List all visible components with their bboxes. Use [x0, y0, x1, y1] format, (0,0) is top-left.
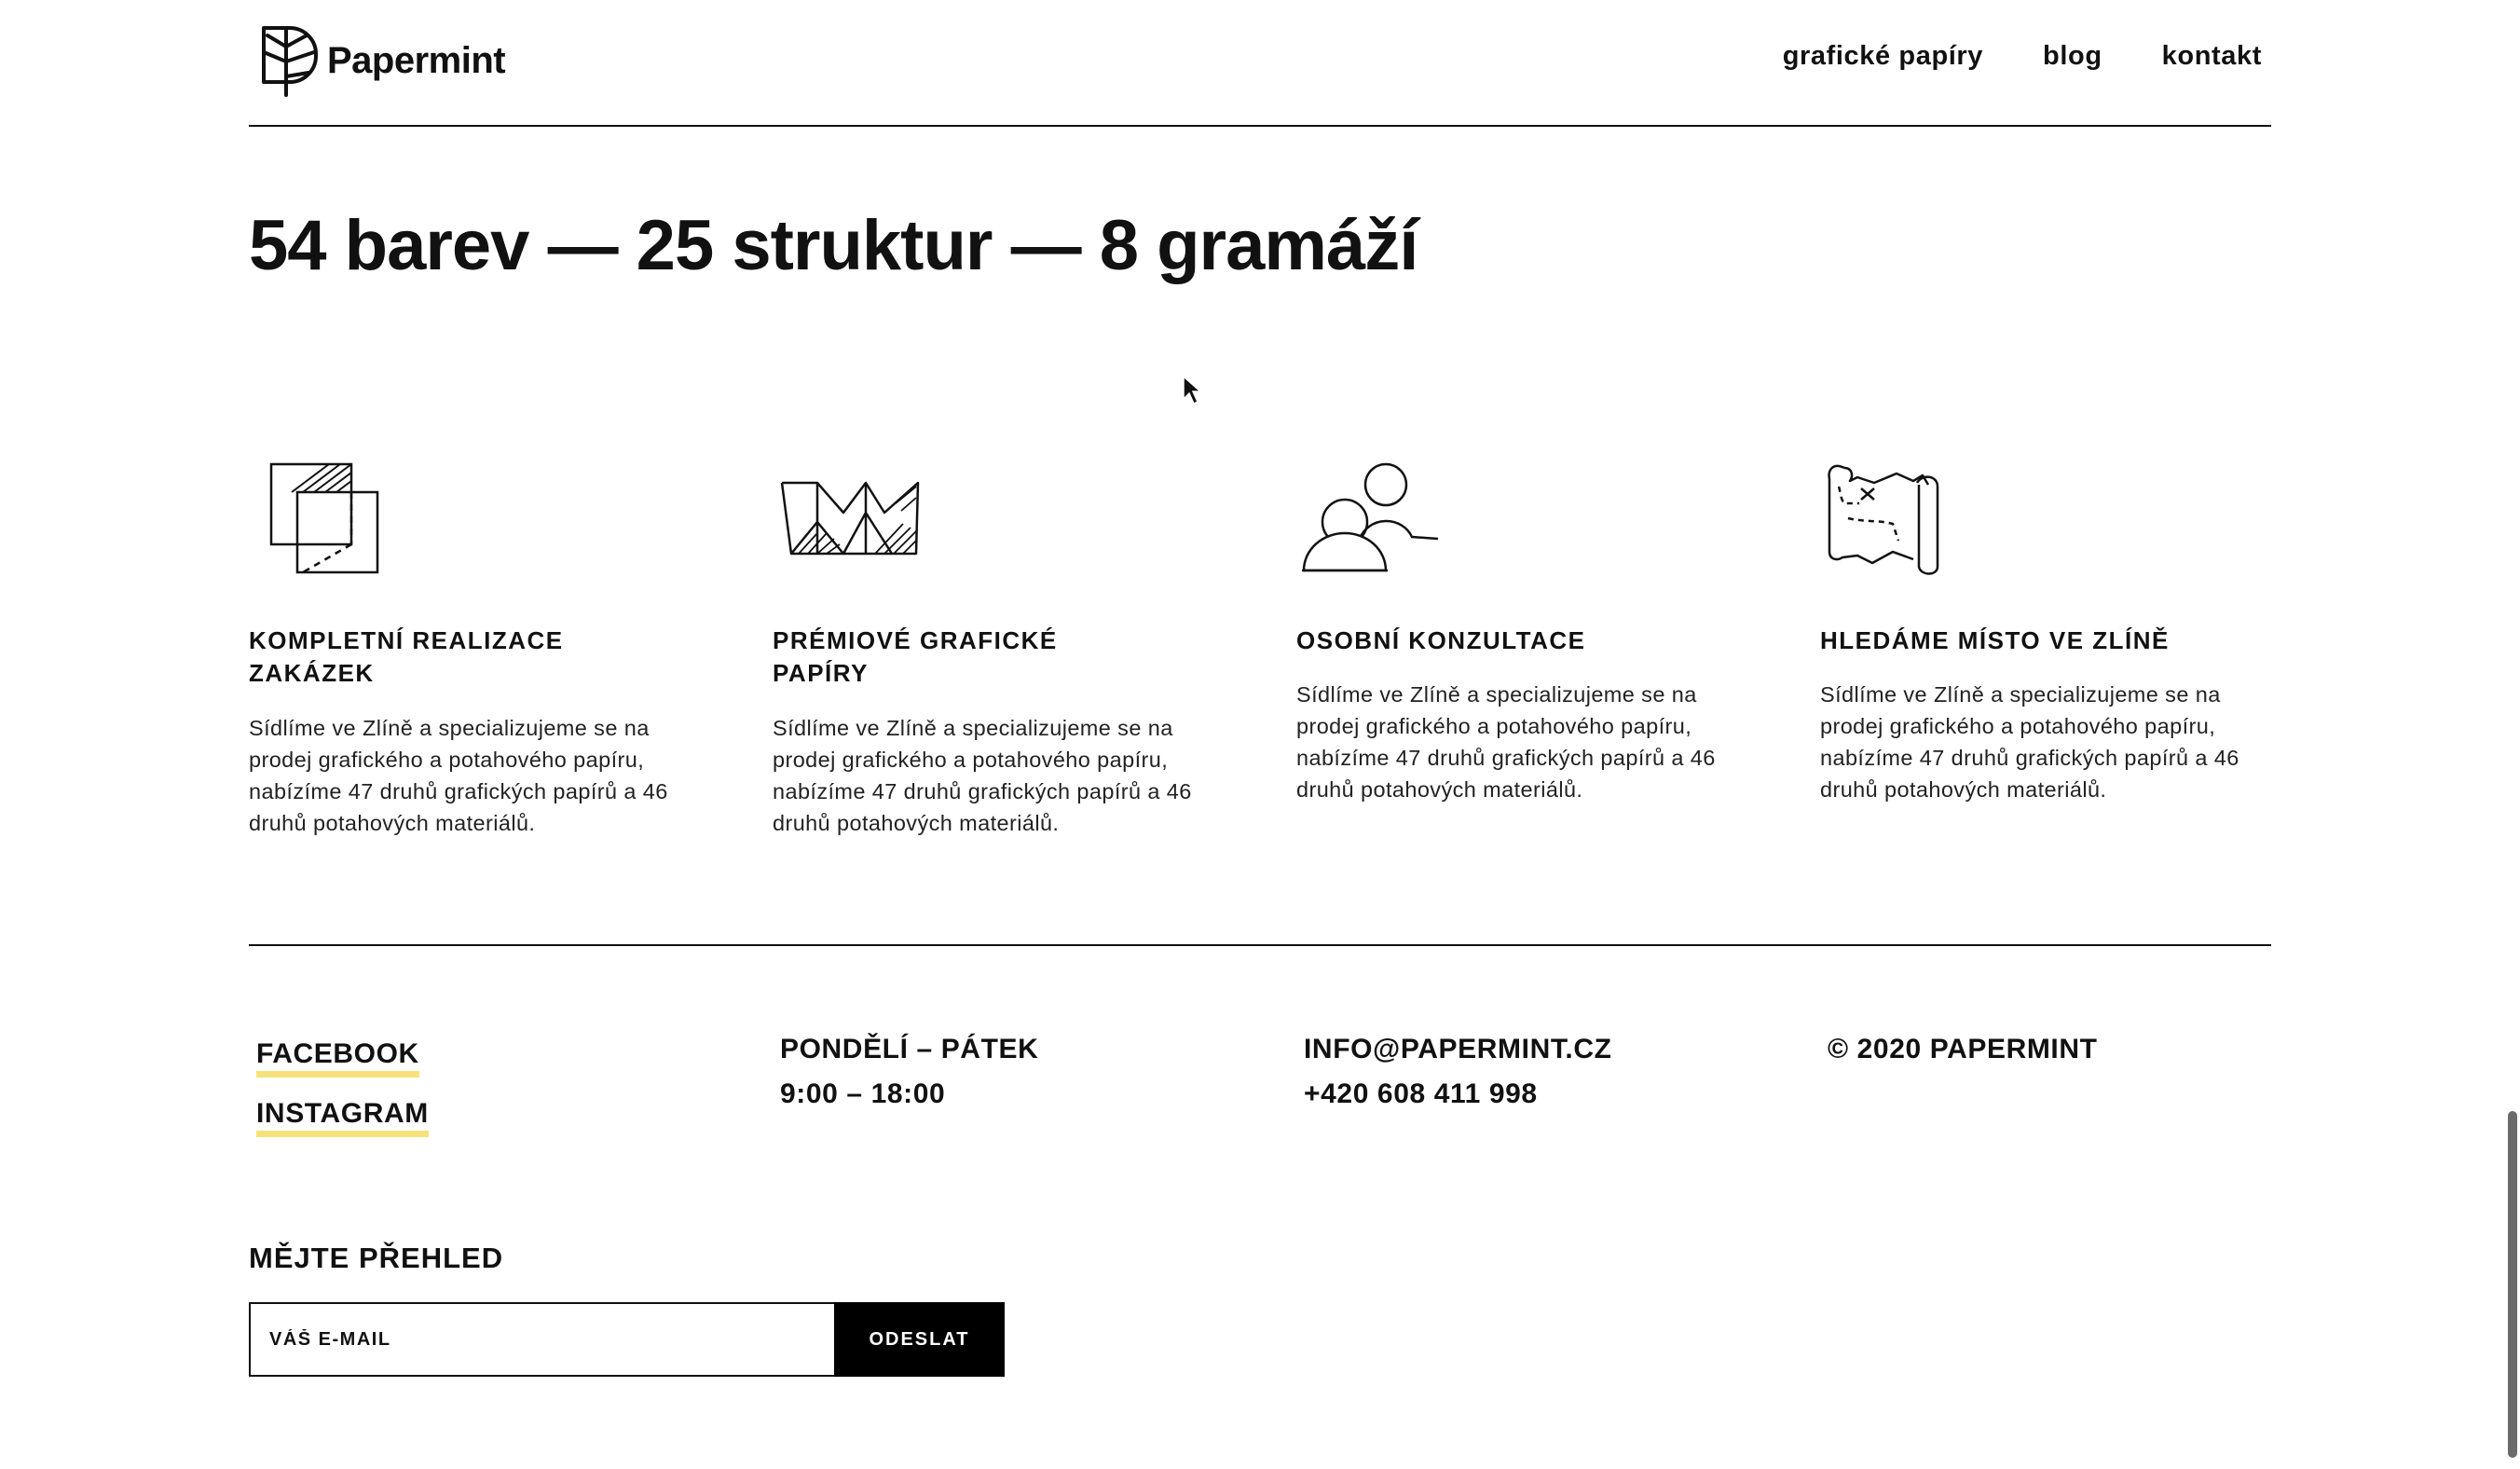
feature-title: [1820, 625, 2193, 657]
opening-hours: [780, 1027, 1038, 1117]
copyright-block: [1828, 1027, 2098, 1072]
treasure-map-icon: [1820, 455, 1951, 578]
instagram-link[interactable]: INSTAGRAM: [256, 1098, 429, 1137]
logo-text: Papermint: [327, 39, 506, 81]
mouse-cursor-icon: [1182, 375, 1204, 406]
nav-link-graficke-papiry[interactable]: grafické papíry: [1782, 41, 1984, 71]
feature-title-line: KOMPLETNÍ REALIZACE: [249, 626, 564, 654]
papers-icon: [249, 455, 379, 578]
site-header: [249, 0, 2271, 127]
feature-title-line: ZAKÁZEK: [249, 659, 375, 687]
opening-days: PONDĚLÍ – PÁTEK: [780, 1034, 1039, 1064]
feature-title-line: PAPÍRY: [773, 659, 869, 687]
feature-premiove-papiry: [773, 455, 1220, 835]
feature-hledame-misto: [1820, 455, 2267, 802]
feature-text: Sídlíme ve Zlíně a specializujeme se na prodej grafického a potahového papíru, nabízíme 47 druhů grafických papírů a 46 druhů potahových materiálů.: [1296, 682, 1716, 802]
feature-osobni-konzultace: [1296, 455, 1744, 802]
contact-info: [1304, 1027, 1612, 1117]
nav-link-blog[interactable]: blog: [2043, 41, 2102, 71]
feature-title: [773, 625, 1145, 690]
feature-title-line: PRÉMIOVÉ GRAFICKÉ: [773, 626, 1058, 654]
feature-text: Sídlíme ve Zlíně a specializujeme se na prodej grafického a potahového papíru, nabízíme 47 druhů grafických papírů a 46 druhů potahových materiálů.: [773, 716, 1192, 835]
feature-title: [1296, 625, 1669, 657]
newsletter-form: [249, 1302, 1005, 1377]
crown-icon: [773, 455, 922, 578]
scrollbar-thumb[interactable]: [2508, 1111, 2517, 1458]
feature-title-line: OSOBNÍ KONZULTACE: [1296, 626, 1586, 654]
page-headline: 54 barev — 25 struktur — 8 gramáží: [249, 206, 1418, 285]
feature-text: Sídlíme ve Zlíně a specializujeme se na prodej grafického a potahového papíru, nabízíme 47 druhů grafických papírů a 46 druhů potahových materiálů.: [1820, 682, 2239, 802]
feature-title-line: HLEDÁME MÍSTO VE ZLÍNĚ: [1820, 626, 2170, 654]
social-links: [256, 1038, 429, 1158]
people-icon: [1296, 455, 1445, 578]
newsletter-email-input[interactable]: [249, 1302, 834, 1377]
opening-time: 9:00 – 18:00: [780, 1078, 946, 1109]
logo-link[interactable]: [258, 24, 505, 97]
footer-divider: [249, 944, 2271, 946]
copyright-text: © 2020 PAPERMINT: [1828, 1034, 2098, 1064]
main-nav: [1783, 41, 2262, 72]
leaf-logo-icon: [258, 24, 322, 97]
facebook-link[interactable]: FACEBOOK: [256, 1038, 419, 1078]
contact-phone[interactable]: +420 608 411 998: [1304, 1078, 1538, 1109]
nav-link-kontakt[interactable]: kontakt: [2161, 41, 2262, 71]
newsletter-submit-button[interactable]: ODESLAT: [834, 1302, 1005, 1377]
feature-kompletni-realizace: [249, 455, 696, 835]
newsletter-title: MĚJTE PŘEHLED: [249, 1242, 504, 1274]
feature-title: [249, 625, 622, 690]
contact-email[interactable]: INFO@PAPERMINT.CZ: [1304, 1034, 1612, 1064]
feature-text: Sídlíme ve Zlíně a specializujeme se na prodej grafického a potahového papíru, nabízíme 47 druhů grafických papírů a 46 druhů potahových materiálů.: [249, 716, 668, 835]
